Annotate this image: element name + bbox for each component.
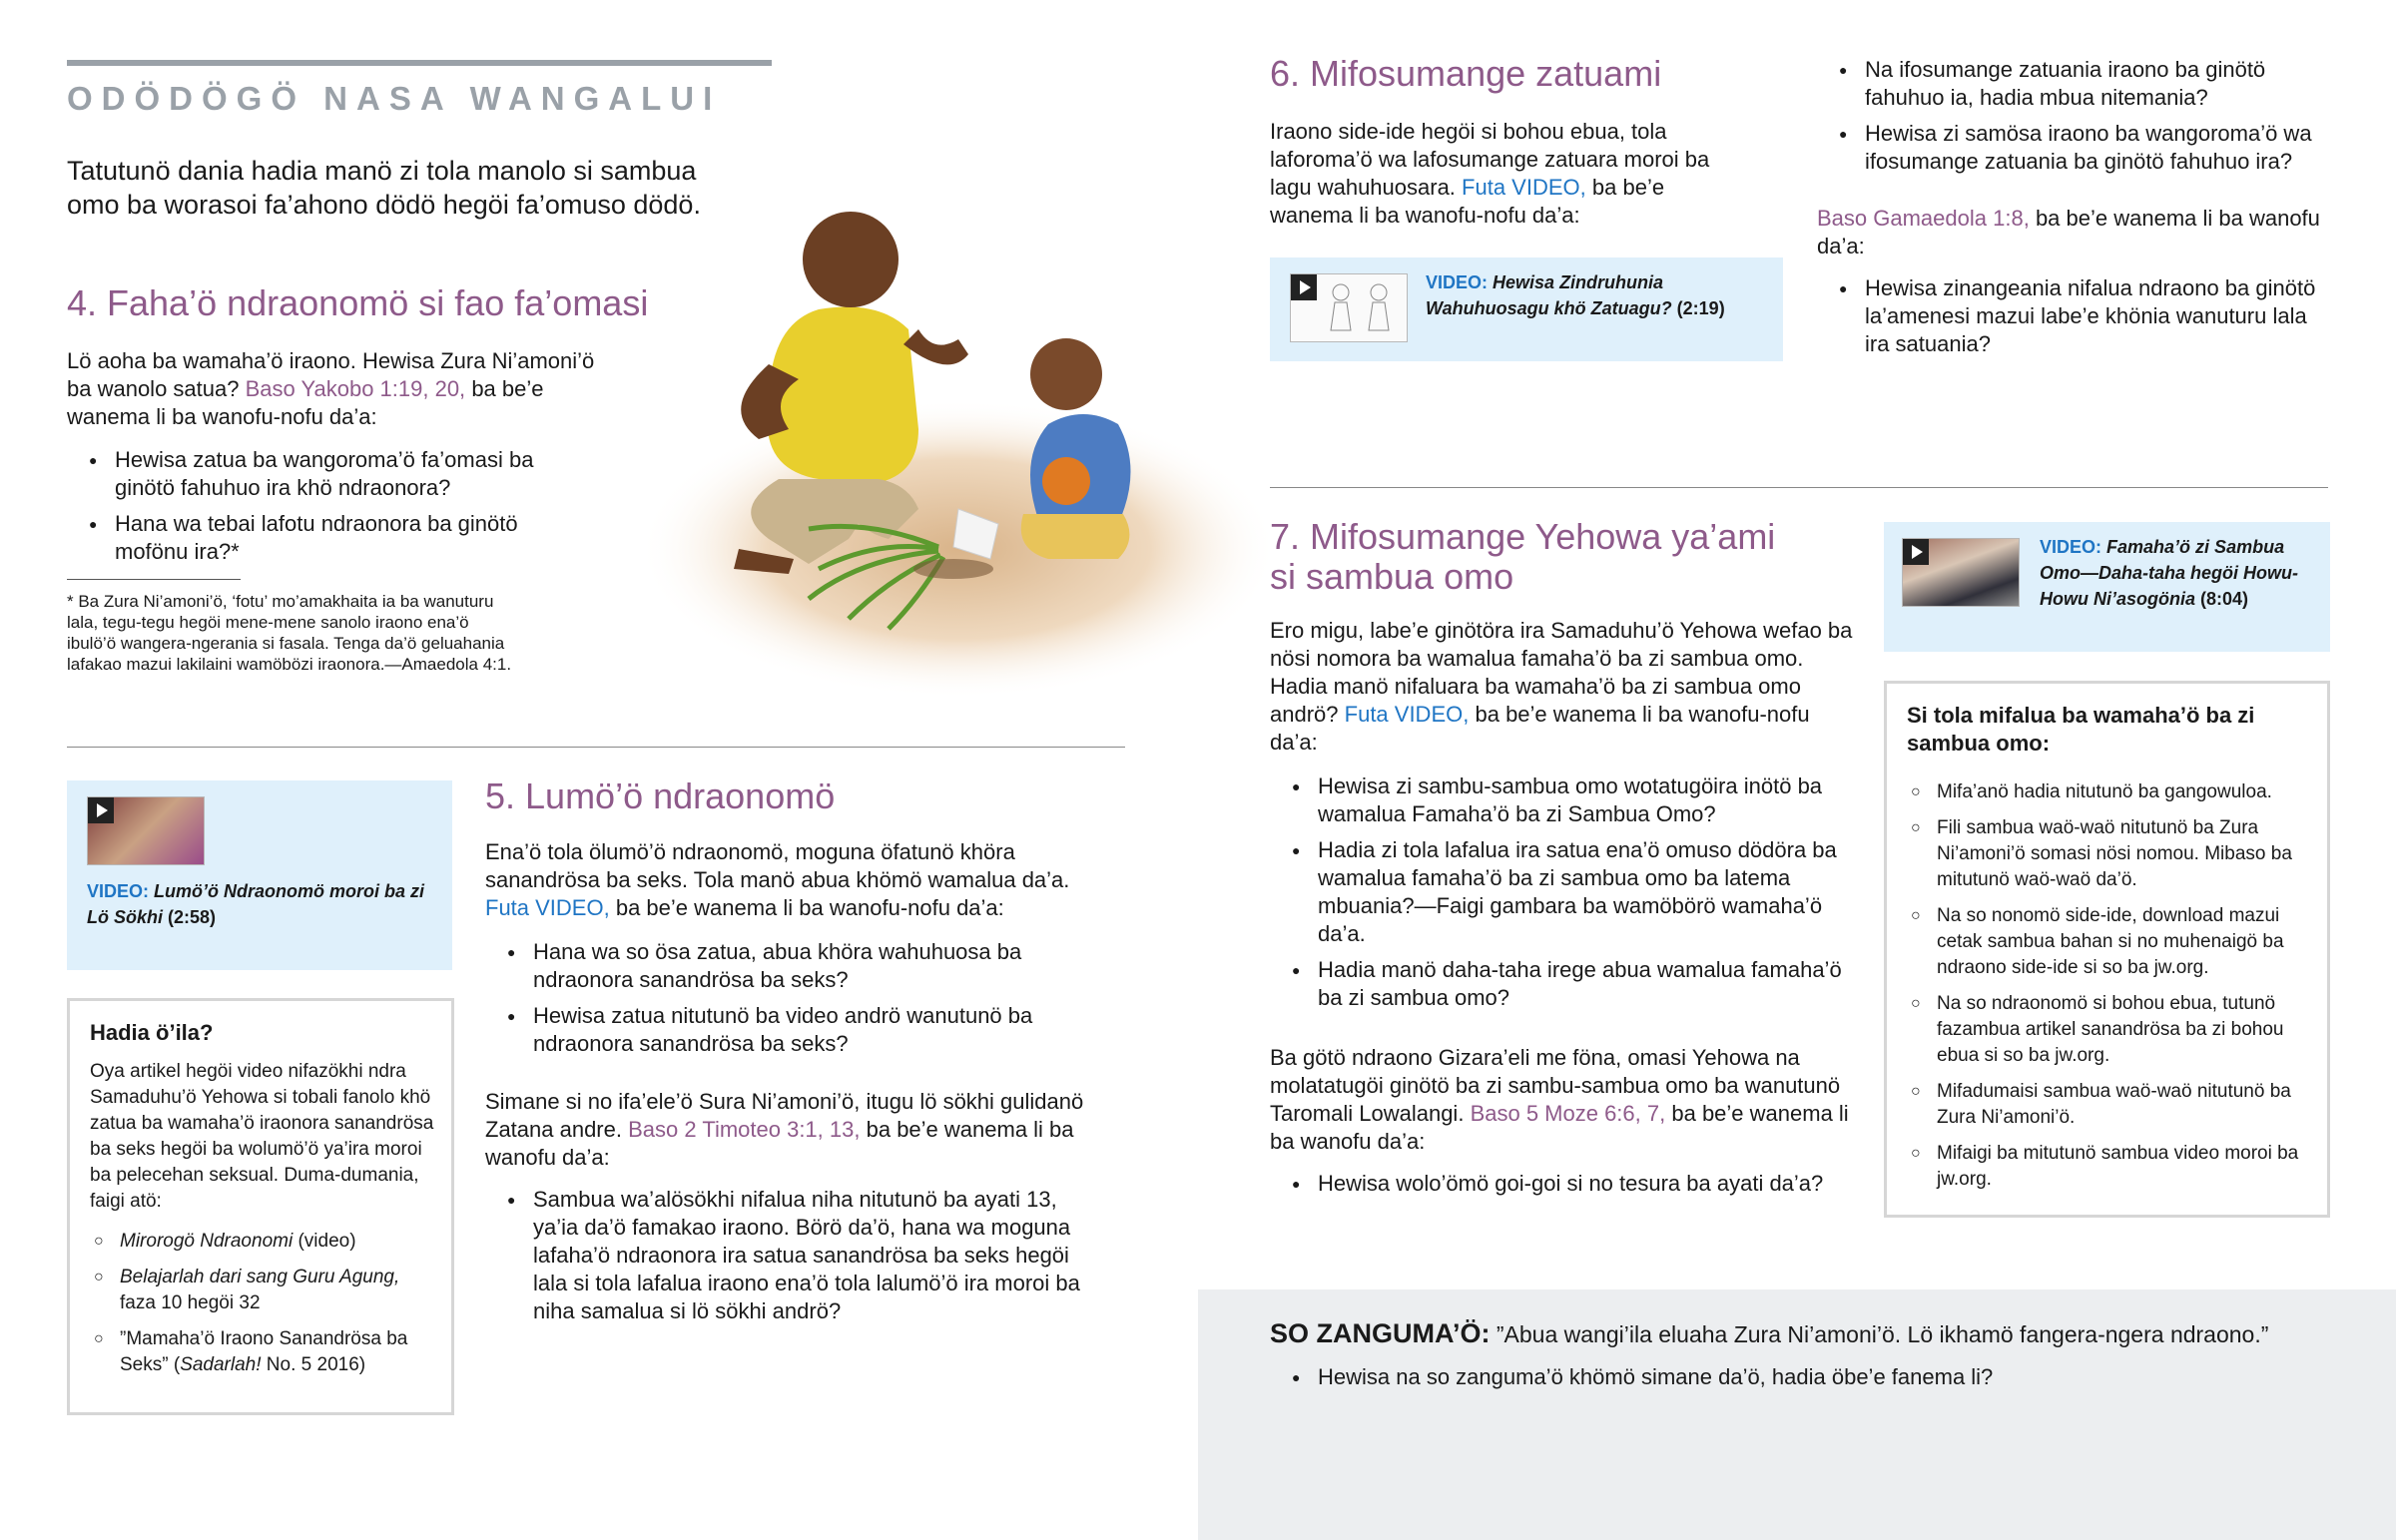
section-label: ODÖDÖGÖ NASA WANGALUI — [67, 80, 722, 117]
scripture-ref[interactable]: Baso Yakobo 1:19, 20, — [245, 376, 466, 401]
section-5-questions-2 — [485, 1186, 1104, 1333]
scripture-ref[interactable]: Baso 5 Moze 6:6, 7, — [1470, 1101, 1666, 1126]
video-caption[interactable]: VIDEO: Famaha’ö zi Sambua Omo—Daha-taha hegöi Howu-Howu Ni’asogönia (8:04) — [2040, 537, 2299, 609]
resource-item[interactable]: ○ Mirorogö Ndraonomi (video) — [90, 1229, 434, 1255]
footnote: * Ba Zura Ni’amoni’ö, ‘fotu’ mo’amakhaita ia ba wanuturu lala, tegu-tegu hegöi mene-mene sanolo iraono ena’ö ibulö’ö wangera-ngerania si fasala. Tenga da’ö geluahania lafakao mazui lakilaini wamöbözi iraonora.—Amaedola 4:1. — [67, 592, 512, 674]
box-title: Si tola mifalua ba wamaha’ö ba zi sambua omo: — [1907, 703, 2255, 756]
section-7-title: 7. Mifosumange Yehowa ya’ami si sambua omo — [1270, 516, 1776, 597]
section-4-title: 4. Faha’ö ndraonomö si fao fa’omasi — [67, 282, 649, 323]
resource-item[interactable]: ○ ”Mamaha’ö Iraono Sanandrösa ba Seks” (Sadarlah! No. 5 2016) — [90, 1326, 434, 1378]
summary-line: SO ZANGUMA’Ö: ”Abua wangi’ila eluaha Zura Ni’amoni’ö. Lö ikhamö fangera-ngera ndraono.” — [1270, 1318, 2269, 1348]
section-4-questions — [67, 446, 556, 574]
video-box[interactable] — [67, 780, 452, 970]
video-caption[interactable]: VIDEO: Hewisa Zindruhunia Wahuhuosagu khö Zatuagu? (2:19) — [1426, 272, 1725, 318]
tip-item: ○ Na so nonomö side-ide, download mazui cetak sambua bahan si no muhenaigö ba ndraono side-ide si so ba jw.org. — [1907, 903, 2306, 981]
question-item: ● Hewisa zatua ba wangoroma’ö fa’omasi ba ginötö fahuhuo ira khö ndraonora? — [67, 446, 556, 502]
video-caption[interactable]: VIDEO: Lumö’ö Ndraonomö moroi ba zi Lö Sökhi (2:58) — [87, 881, 425, 927]
scripture-ref[interactable]: Baso 2 Timoteo 3:1, 13, — [628, 1117, 861, 1142]
tip-item: ○ Mifaigi ba mitutunö sambua video moroi ba jw.org. — [1907, 1141, 2306, 1193]
video-thumbnail[interactable] — [1902, 538, 2020, 607]
question-item: ● Hewisa na so zanguma’ö khömö simane da’ö, hadia öbe’e fanema li? — [1270, 1363, 2348, 1391]
tip-item: ○ Na so ndraonomö si bohou ebua, tutunö fazambua artikel sanandrösa ba zi bohou ebua si so ba jw.org. — [1907, 991, 2306, 1069]
section-6-text: Iraono side-ide hegöi si bohou ebua, tola laforoma’ö wa lafosumange zatuara moroi ba lagu wahuhuosara. Futa VIDEO, ba be’e wanema li ba wanofu-nofu da’a: — [1270, 119, 1710, 228]
tip-item: ○ Fili sambua waö-waö nitutunö ba Zura Ni’amoni’ö somasi nösi nomou. Mibaso ba mitutunö waö-waö da’ö. — [1907, 815, 2306, 893]
summary-panel — [1198, 1289, 2396, 1540]
question-item: ● Sambua wa’alösökhi nifalua niha nitutunö ba ayati 13, ya’ia da’ö famakao iraono. Börö da’ö, hana wa moguna lafaha’ö ndraonora ira satua sanandrösa ba seks hegöi lala si tola lafalua iraono ena’ö tola lalumö’ö ira moroi ba niha samalua si lö sökhi andrö? — [485, 1186, 1104, 1325]
question-item: ● Hewisa zi sambu-sambua omo wotatugöira inötö ba wamalua Famaha’ö ba zi Sambua Omo? — [1270, 772, 1859, 828]
play-video-link[interactable]: Futa VIDEO, — [1462, 175, 1586, 200]
resource-item[interactable]: ○ Belajarlah dari sang Guru Agung, faza 10 hegöi 32 — [90, 1265, 434, 1316]
video-thumbnail[interactable] — [1290, 273, 1408, 342]
summary-questions — [1270, 1363, 2348, 1399]
play-icon[interactable] — [1903, 539, 1929, 565]
section-7-questions — [1270, 772, 1859, 1020]
section-5-questions — [485, 938, 1094, 1066]
play-icon[interactable] — [1291, 274, 1317, 300]
video-box[interactable] — [1270, 257, 1783, 361]
video-thumbnail[interactable] — [87, 796, 205, 865]
tips-box — [1884, 681, 2330, 1218]
scripture-ref[interactable]: Baso Gamaedola 1:8, — [1817, 206, 2030, 231]
question-item: ● Hadia zi tola lafalua ira satua ena’ö omuso dödöra ba wamalua famaha’ö ba zi sambua omo ba latema mbuania?—Faigi gambara ba wamöbörö wamaha’ö da’a. — [1270, 836, 1859, 948]
section-6-text-2: Baso Gamaedola 1:8, ba be’e wanema li ba wanofu da’a: — [1817, 206, 2320, 258]
tip-item: ○ Mifa’anö hadia nitutunö ba gangowuloa. — [1907, 779, 2306, 805]
section-7-text: Ero migu, labe’e ginötöra ira Samaduhu’ö Yehowa wefao ba nösi nomora ba wamalua famaha’ö ba zi sambua omo. Hadia manö nifaluara ba wamaha’ö ba zi sambua omo andrö? Futa VIDEO, ba be’e wanema li ba wanofu-nofu da’a: — [1270, 618, 1853, 755]
section-7-text-2: Ba götö ndraono Gizara’eli me föna, omasi Yehowa na molatatugöi ginötö ba zi sambu-sambua omo ba wanutunö Taromali Lowalangi. Baso 5 Moze 6:6, 7, ba be’e wanema li ba wanofu da’a: — [1270, 1045, 1849, 1154]
divider — [67, 747, 1125, 748]
section-6-questions-2 — [1817, 274, 2336, 366]
question-item: ● Hewisa zinangeania nifalua ndraono ba ginötö la’amenesi mazui labe’e khönia wanuturu lala ira satuania? — [1817, 274, 2336, 358]
question-item: ● Na ifosumange zatuania iraono ba ginötö fahuhuo ia, hadia mbua nitemania? — [1817, 56, 2336, 112]
play-icon[interactable] — [88, 797, 114, 823]
section-4-text: Lö aoha ba wamaha’ö iraono. Hewisa Zura Ni’amoni’ö ba wanolo satua? Baso Yakobo 1:19, 20, ba be’e wanema li ba wanofu-nofu da’a: — [67, 348, 595, 429]
header-bar — [67, 60, 772, 66]
question-item: ● Hewisa zi samösa iraono ba wangoroma’ö wa ifosumange zatuania ba ginötö fahuhuo ira? — [1817, 120, 2336, 176]
section-6-title: 6. Mifosumange zatuami — [1270, 53, 1662, 94]
summary-label: SO ZANGUMA’Ö: — [1270, 1318, 1491, 1348]
tips-list — [1907, 779, 2306, 1193]
question-item: ● Hadia manö daha-taha irege abua wamalua famaha’ö ba zi sambua omo? — [1270, 956, 1859, 1012]
tip-item: ○ Mifadumaisi sambua waö-waö nitutunö ba Zura Ni’amoni’ö. — [1907, 1079, 2306, 1131]
video-box[interactable] — [1884, 522, 2330, 652]
section-6-questions — [1817, 56, 2336, 184]
question-item: ● Hewisa wolo’ömö goi-goi si no tesura ba ayati da’a? — [1270, 1170, 1859, 1198]
did-you-know-box — [67, 998, 454, 1415]
footnote-divider — [67, 579, 241, 580]
play-video-link[interactable]: Futa VIDEO, — [1344, 702, 1470, 727]
question-item: ● Hana wa so ösa zatua, abua khöra wahuhuosa ba ndraonora sanandrösa ba seks? — [485, 938, 1094, 994]
question-item: ● Hewisa zatua nitutunö ba video andrö wanutunö ba ndraonora sanandrösa ba seks? — [485, 1002, 1094, 1058]
section-5-text-2: Simane si no ifa’ele’ö Sura Ni’amoni’ö, itugu lö sökhi gulidanö Zatana andre. Baso 2 Timoteo 3:1, 13, ba be’e wanema li ba wanofu da’a: — [485, 1089, 1084, 1170]
section-5-text: Ena’ö tola ölumö’ö ndraonomö, moguna öfatunö khöra sanandrösa ba seks. Tola manö abua khömö wamalua da’a. Futa VIDEO, ba be’e wanema li ba wanofu-nofu da’a: — [485, 839, 1070, 920]
resource-list — [90, 1229, 434, 1378]
box-title: Hadia ö’ila? — [90, 1020, 214, 1045]
divider — [1270, 487, 2328, 488]
question-item: ● Hana wa tebai lafotu ndraonora ba ginötö mofönu ira?* — [67, 510, 556, 566]
parent-child-illustration — [619, 180, 1268, 699]
section-7-questions-2 — [1270, 1170, 1859, 1206]
intro-text: Tatutunö dania hadia manö zi tola manolo si sambua omo ba worasoi fa’ahono dödö hegöi fa’omuso dödö. — [67, 156, 701, 220]
section-5-title: 5. Lumö’ö ndraonomö — [485, 775, 836, 816]
box-body: Oya artikel hegöi video nifazökhi ndra Samaduhu’ö Yehowa si tobali fanolo khö zatua ba wamaha’ö iraonora sanandrösa ba seks hegöi ba wolumö’ö ya’ira moroi ba pelecehan seksual. Duma-dumania, faigi atö: — [90, 1061, 434, 1212]
play-video-link[interactable]: Futa VIDEO, — [485, 895, 610, 920]
